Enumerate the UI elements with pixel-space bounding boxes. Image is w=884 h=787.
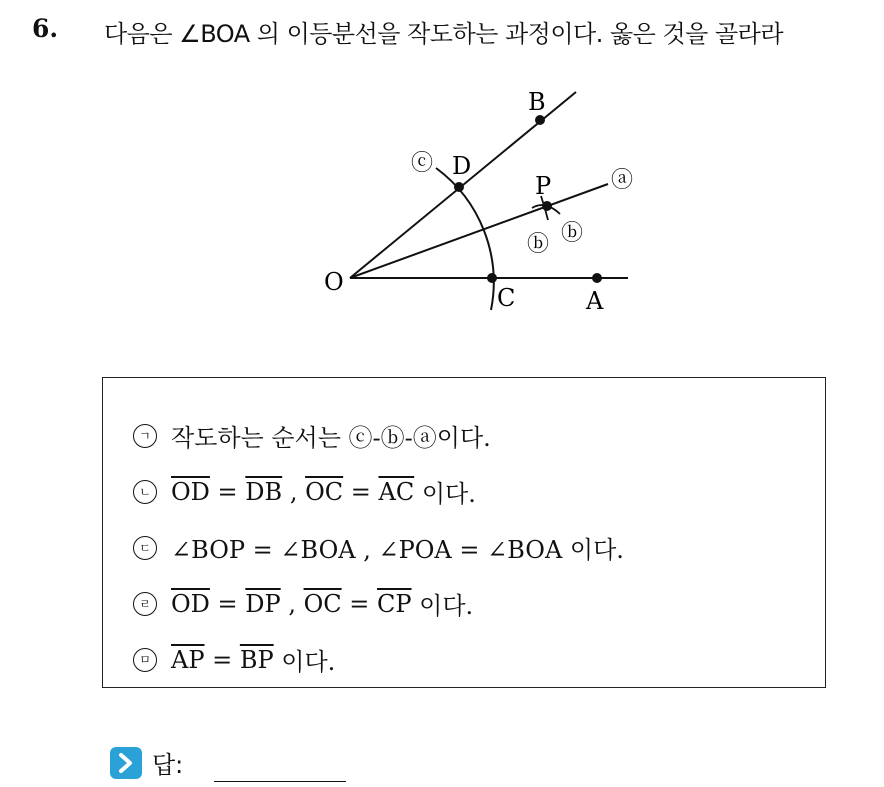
label-O: O xyxy=(324,268,344,296)
option-1 xyxy=(133,418,491,453)
label-P: P xyxy=(535,172,552,200)
option-5-seg2: $\overline{BP}$ xyxy=(239,645,274,674)
label-C: C xyxy=(497,284,516,312)
option-4-seg4: $\overline{CP}$ xyxy=(377,589,412,618)
option-1-mark: ㄱ xyxy=(133,424,157,448)
point-C xyxy=(487,273,497,283)
option-2-tail: 이다. xyxy=(421,480,476,508)
option-4-tail: 이다. xyxy=(419,592,474,620)
point-D xyxy=(454,182,464,192)
point-A xyxy=(592,273,602,283)
label-step-b1: ⓑ xyxy=(561,221,584,246)
label-B: B xyxy=(528,88,546,116)
answer-label: 답: xyxy=(152,751,184,779)
option-4-seg3: $\overline{OC}$ xyxy=(303,589,342,618)
answer-blank[interactable] xyxy=(214,781,346,782)
label-A: A xyxy=(586,287,604,315)
option-4-seg2: $\overline{DP}$ xyxy=(245,589,281,618)
option-5-seg1: $\overline{AP}$ xyxy=(171,645,205,674)
option-2-seg3: $\overline{OC}$ xyxy=(305,477,344,506)
question-text: 다음은 ∠BOA 의 이등분선을 작도하는 과정이다. 옳은 것을 골라라 xyxy=(104,20,784,48)
option-2-seg1: $\overline{OD}$ xyxy=(171,477,210,506)
option-5-mark: ㅁ xyxy=(133,648,157,672)
option-2-seg2: $\overline{DB}$ xyxy=(245,477,283,506)
option-3-text: ∠BOP = ∠BOA , ∠POA = ∠BOA 이다. xyxy=(171,536,624,564)
label-step-a: ⓐ xyxy=(611,168,634,193)
option-4-mark: ㄹ xyxy=(133,592,157,616)
option-3 xyxy=(133,530,624,565)
label-D: D xyxy=(452,152,472,180)
construction-figure xyxy=(0,0,884,340)
label-step-b2: ⓑ xyxy=(527,232,550,257)
option-2: ㄴ $\overline{OD}$ = $\overline{DB}$ , $\overline{OC}$ = $\overline{AC}$ 이다. xyxy=(133,474,476,509)
option-1-text: 작도하는 순서는 ⓒ-ⓑ-ⓐ이다. xyxy=(171,424,491,452)
options-box xyxy=(102,377,826,688)
chevron-right-icon xyxy=(110,747,142,779)
option-3-mark: ㄷ xyxy=(133,536,157,560)
question-number: 6. xyxy=(32,14,59,43)
point-P xyxy=(542,201,552,211)
option-4: ㄹ $\overline{OD}$ = $\overline{DP}$ , $\overline{OC}$ = $\overline{CP}$ 이다. xyxy=(133,586,473,621)
answer-area xyxy=(110,745,183,780)
label-step-c: ⓒ xyxy=(411,151,434,176)
option-2-seg4: $\overline{AC}$ xyxy=(378,477,415,506)
arc-CD xyxy=(436,168,494,310)
option-5: ㅁ $\overline{AP}$ = $\overline{BP}$ 이다. xyxy=(133,642,335,677)
option-2-mark: ㄴ xyxy=(133,480,157,504)
point-B xyxy=(535,115,545,125)
option-5-tail: 이다. xyxy=(281,648,336,676)
option-4-seg1: $\overline{OD}$ xyxy=(171,589,210,618)
